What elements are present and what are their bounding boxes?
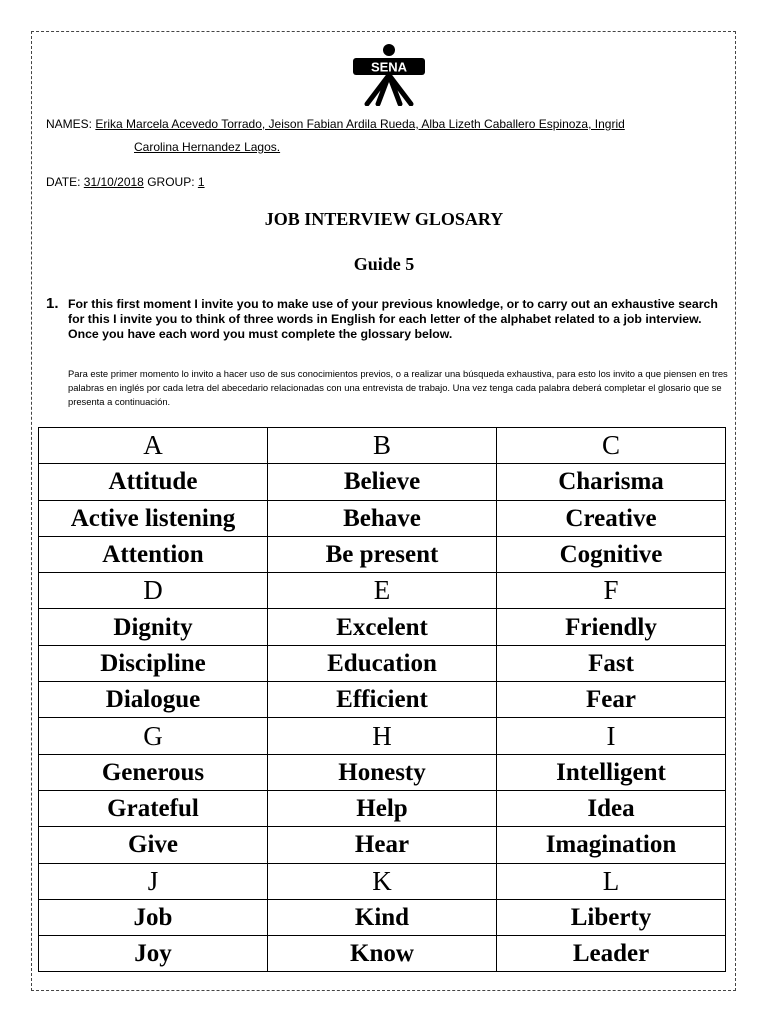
group-label: GROUP: [147,175,195,189]
word-cell: Imagination [497,827,726,863]
sena-logo [350,42,428,106]
letter-header-cell: K [268,863,497,899]
word-row [39,536,726,572]
document-title: JOB INTERVIEW GLOSARY [264,209,504,229]
letter-header-cell: F [497,573,726,609]
word-cell: Honesty [268,754,497,790]
word-cell: Fast [497,645,726,681]
letter-header-cell: E [268,573,497,609]
word-row [39,790,726,826]
letter-header-cell: G [39,718,268,754]
word-cell: Cognitive [497,536,726,572]
word-cell: Idea [497,790,726,826]
word-cell: Active listening [39,500,268,536]
letter-row [39,863,726,899]
word-row [39,464,726,500]
instruction-number: 1. [46,295,59,312]
letter-header-cell: A [39,428,268,464]
word-cell: Kind [268,899,497,935]
sena-logo-text: SENA [370,59,408,75]
letter-row [39,573,726,609]
word-cell: Know [268,936,497,972]
word-cell: Creative [497,500,726,536]
names-label: NAMES: [46,117,93,131]
word-row [39,609,726,645]
word-cell: Behave [268,500,497,536]
word-cell: Liberty [497,899,726,935]
names-block [46,113,736,154]
word-cell: Be present [268,536,497,572]
word-cell: Dignity [39,609,268,645]
date-value: 31/10/2018 [83,175,144,189]
word-cell: Give [39,827,268,863]
date-group-line [46,175,205,189]
word-cell: Education [268,645,497,681]
instruction-spanish: Para este primer momento lo invito a hacer uso de sus conocimientos previos, o a realizar una búsqueda exhaustiva, para esto los invito a que piensen en tres palabras en inglés por cada letra del abecedario relacionadas con una entrevista de trabajo. Una vez tenga cada palabra deberá completar el glosario que se presenta a continuación. [68,368,728,407]
names-line-1: Erika Marcela Acevedo Torrado, Jeison Fabian Ardila Rueda, Alba Lizeth Caballero Espinoza, Ingrid [95,117,625,131]
word-cell: Leader [497,936,726,972]
word-row [39,754,726,790]
word-row [39,827,726,863]
word-cell: Grateful [39,790,268,826]
word-cell: Efficient [268,682,497,718]
letter-header-cell: I [497,718,726,754]
names-line-2: Carolina Hernandez Lagos. [134,140,281,154]
word-cell: Believe [268,464,497,500]
word-cell: Charisma [497,464,726,500]
letter-header-cell: C [497,428,726,464]
instruction-english: For this first moment I invite you to make use of your previous knowledge, or to carry out an exhaustive search for this I invite you to think of three words in English for each letter of the alphabet related to a job interview. Once you have each word you must complete the glossary below. [68,297,718,342]
word-cell: Friendly [497,609,726,645]
document-subtitle: Guide 5 [353,254,415,274]
word-cell: Hear [268,827,497,863]
word-cell: Discipline [39,645,268,681]
word-row [39,500,726,536]
letter-header-cell: L [497,863,726,899]
letter-header-cell: H [268,718,497,754]
letter-row [39,428,726,464]
date-label: DATE: [46,175,81,189]
word-cell: Attention [39,536,268,572]
word-cell: Job [39,899,268,935]
letter-header-cell: D [39,573,268,609]
word-cell: Intelligent [497,754,726,790]
group-value: 1 [197,175,205,189]
letter-row [39,718,726,754]
glossary-table [38,427,726,972]
letter-header-cell: J [39,863,268,899]
word-row [39,645,726,681]
word-row [39,682,726,718]
word-cell: Generous [39,754,268,790]
letter-header-cell: B [268,428,497,464]
word-cell: Help [268,790,497,826]
word-row [39,936,726,972]
word-cell: Fear [497,682,726,718]
word-row [39,899,726,935]
word-cell: Dialogue [39,682,268,718]
word-cell: Excelent [268,609,497,645]
word-cell: Attitude [39,464,268,500]
word-cell: Joy [39,936,268,972]
